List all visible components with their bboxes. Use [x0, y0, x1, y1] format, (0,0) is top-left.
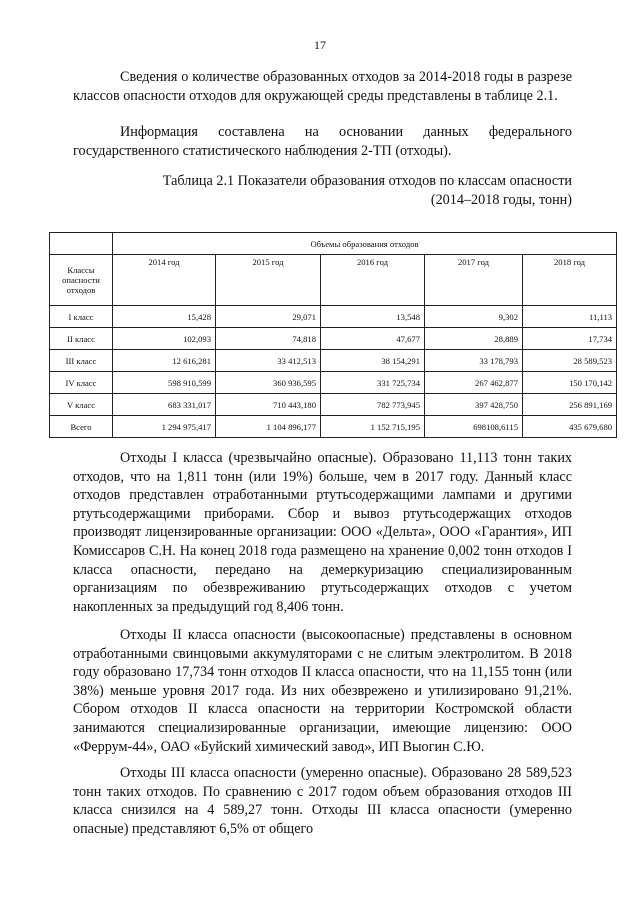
table-cell: 13,548: [321, 306, 425, 328]
row-class-label: V класс: [50, 394, 113, 416]
class-i-paragraph: Отходы I класса (чрезвычайно опасные). Образовано 11,113 тонн таких отходов, что на 1,811 тонн (или 19%) больше, чем в 2017 году. Данный класс отходов представлен отработанными ртутьсодержащими лампами и другими ртутьсодержащими приборами. Сбор и вывоз ртутьсодержащих отходов производят лицензированные организации: ООО «Дельта», ООО «Гарантия», ИП Комиссаров С.Н. На конец 2018 года размещено на хранение 0,002 тонн отходов I класса опасности, передано на демеркуризацию специализированным организациям по обезвреживанию ртутьсодержащих отходов с учетом накопленных за предыдущий год 8,406 тонн.: [73, 450, 572, 615]
table-year-header: 2015 год: [216, 255, 321, 306]
row-class-label: II класс: [50, 328, 113, 350]
table-caption-title: Таблица 2.1 Показатели образования отходов по классам опасности: [162, 173, 572, 189]
intro-paragraph-1: Сведения о количестве образованных отходов за 2014-2018 годы в разрезе классов опасности отходов для окружающей среды представлены в таблице 2.1.: [73, 69, 572, 104]
table-corner-cell: [50, 233, 113, 255]
table-cell: 710 443,180: [216, 394, 321, 416]
table-cell: 782 773,945: [321, 394, 425, 416]
table-cell: 150 170,142: [523, 372, 617, 394]
table-cell: 33 178,793: [425, 350, 523, 372]
page-number: 17: [314, 38, 326, 52]
row-class-label: I класс: [50, 306, 113, 328]
table-row: [50, 306, 617, 328]
table-row: [50, 328, 617, 350]
table-row: [50, 350, 617, 372]
row-class-label: IV класс: [50, 372, 113, 394]
table-year-header: 2018 год: [523, 255, 617, 306]
table-cell: 74,818: [216, 328, 321, 350]
table-year-header: 2014 год: [113, 255, 216, 306]
table-cell: 12 616,281: [113, 350, 216, 372]
table-cell: 9,302: [425, 306, 523, 328]
class-ii-paragraph: Отходы II класса опасности (высокоопасные) представлены в основном отработанными свинцовыми аккумуляторами с не слитым электролитом. В 2018 году образовано 17,734 тонн отходов II класса опасности, что на 11,155 тонн (или 38%) меньше уровня 2017 года. Из них обезврежено и утилизировано 91,21%. Сбором отходов II класса опасности на территории Костромской области занимаются специализированные организации, имеющие лицензию: ООО «Феррум-44», ОАО «Буйский химический завод», ИП Выогин С.Ю.: [73, 627, 572, 755]
table-cell: 102,093: [113, 328, 216, 350]
table-cell: 28 589,523: [523, 350, 617, 372]
table-cell: 11,113: [523, 306, 617, 328]
waste-by-class-table: [49, 232, 617, 438]
row-class-label: Всего: [50, 416, 113, 438]
table-cell: 397 428,750: [425, 394, 523, 416]
table-cell: 1 294 975,417: [113, 416, 216, 438]
table-cell: 17,734: [523, 328, 617, 350]
table-cell: 698108,6115: [425, 416, 523, 438]
table-class-header: Классы опасности отходов: [50, 255, 113, 306]
table-year-header: 2017 год: [425, 255, 523, 306]
table-year-header: 2016 год: [321, 255, 425, 306]
class-iii-paragraph: Отходы III класса опасности (умеренно опасные). Образовано 28 589,523 тонн таких отходов. По сравнению с 2017 годом объем образования отходов III класса снизился на 4 589,27 тонн. Отходы III класса опасности (умеренно опасные) представляют 6,5% от общего: [73, 765, 572, 837]
table-cell: 683 331,017: [113, 394, 216, 416]
table-cell: 435 679,680: [523, 416, 617, 438]
table-row-total: [50, 416, 617, 438]
table-cell: 331 725,734: [321, 372, 425, 394]
table-group-header: Объемы образования отходов: [113, 233, 617, 255]
row-class-label: III класс: [50, 350, 113, 372]
table-cell: 47,677: [321, 328, 425, 350]
table-cell: 598 910,599: [113, 372, 216, 394]
table-cell: 1 104 896,177: [216, 416, 321, 438]
table-cell: 256 891,169: [523, 394, 617, 416]
table-caption-units: (2014–2018 годы, тонн): [430, 192, 572, 208]
intro-paragraph-2: Информация составлена на основании данных федерального государственного статистического наблюдения 2-ТП (отходы).: [73, 124, 572, 159]
table-cell: 1 152 715,195: [321, 416, 425, 438]
table-cell: 38 154,291: [321, 350, 425, 372]
table-cell: 28,889: [425, 328, 523, 350]
table-cell: 29,071: [216, 306, 321, 328]
table-row: [50, 372, 617, 394]
table-cell: 360 936,595: [216, 372, 321, 394]
table-row: [50, 394, 617, 416]
table-cell: 267 462,877: [425, 372, 523, 394]
table-cell: 33 412,513: [216, 350, 321, 372]
table-cell: 15,428: [113, 306, 216, 328]
